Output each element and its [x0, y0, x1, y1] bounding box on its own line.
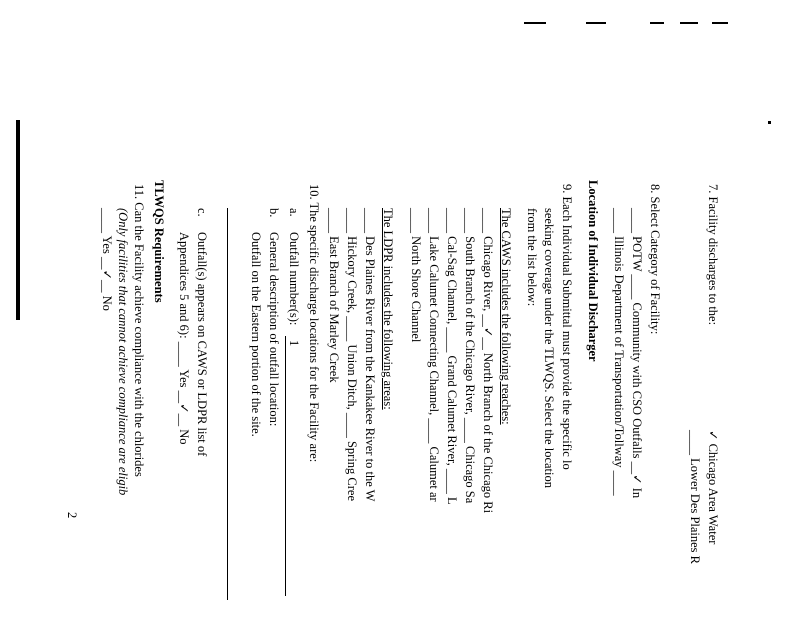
ldpr-area-3: ____ East Branch of Marley Creek — [327, 208, 341, 383]
scan-mark — [650, 22, 664, 24]
item10c-line2: Appendices 5 and 6): ____ Yes __✓__ No — [177, 232, 191, 445]
caws-reach-4: ____ Lake Calumet Connecting Channel, ____ Calumet ar — [427, 208, 441, 502]
page-number: 2 — [65, 512, 79, 519]
item7-option-chicago-area: ✓ Chicago Area Water — [706, 430, 720, 545]
scan-mark — [680, 22, 698, 24]
outfall-number-rule — [285, 336, 286, 596]
section-heading-individual: Location of Individual Discharger — [586, 180, 600, 362]
item7-text: 7. Facility discharges to the: — [706, 184, 720, 326]
item10-text: 10. The specific discharge locations for the Facility are: — [307, 184, 321, 463]
item9-line3: from the list below: — [525, 208, 539, 307]
caws-reach-5: ____ North Shore Channel — [409, 208, 423, 343]
outfall-number-value: 1 — [287, 340, 301, 347]
caws-heading: The CAWS includes the following reaches: — [499, 208, 513, 425]
caws-reach-3: ____ Cal-Sag Channel, ____ Grand Calumet River, ____ L — [445, 208, 459, 505]
caws-reach-1: ____ Chicago River, __✓__ North Branch of the Chicago Ri — [481, 208, 495, 514]
ldpr-area-1: ____ Des Plaines River from the Kankakee River to the W — [363, 208, 377, 502]
item8-category-line1: ____ POTW ____ Community with CSO Outfalls __✓ In — [630, 208, 644, 499]
item11-line1: 11. Can the Facility achieve compliance with the chlorides — [132, 184, 146, 477]
ldpr-heading: The LDPR includes the following areas: — [381, 208, 395, 410]
scan-mark — [586, 22, 606, 24]
document-page — [65, 100, 800, 600]
ldpr-area-2: ____ Hickory Creek, ____ Union Ditch, ____ Spring Cree — [345, 208, 359, 502]
scan-mark — [712, 22, 728, 24]
item9-line2: seeking coverage under the TLWQS. Select the location — [542, 208, 556, 488]
item10a-text: Outfall number(s): — [287, 232, 301, 326]
item9-line1: 9. Each Individual Submittal must provide the specific lo — [560, 184, 574, 470]
item10b-label: b. — [267, 208, 281, 218]
item11-line2: (Only facilities that cannot achieve compliance are eligib — [116, 208, 130, 496]
item11-line3: ____ Yes __✓__ No — [100, 208, 114, 311]
outfall-location-rule — [227, 208, 228, 600]
item8-text: 8. Select Category of Facility: — [648, 184, 662, 335]
scan-mark — [524, 22, 546, 24]
caws-reach-2: ____ South Branch of the Chicago River, ____ Chicago Sa — [463, 208, 477, 504]
item8-category-line2: ____ Illinois Department of Transportation/Tollway ____ — [612, 208, 626, 496]
outfall-location-value: Outfall on the Eastern portion of the site. — [249, 232, 263, 437]
scan-edge-bar — [16, 120, 20, 320]
item10c-label: c. — [195, 208, 209, 217]
item10a-label: a. — [287, 208, 301, 217]
item10b-text: General description of outfall location: — [267, 232, 281, 427]
item7-option-lower-des-plaines: ____ Lower Des Plaines R — [688, 430, 702, 565]
item10c-line1: Outfall(s) appears on CAWS or LDPR list of — [195, 232, 209, 457]
section-heading-tlwqs: TLWQS Requirements — [152, 180, 166, 303]
